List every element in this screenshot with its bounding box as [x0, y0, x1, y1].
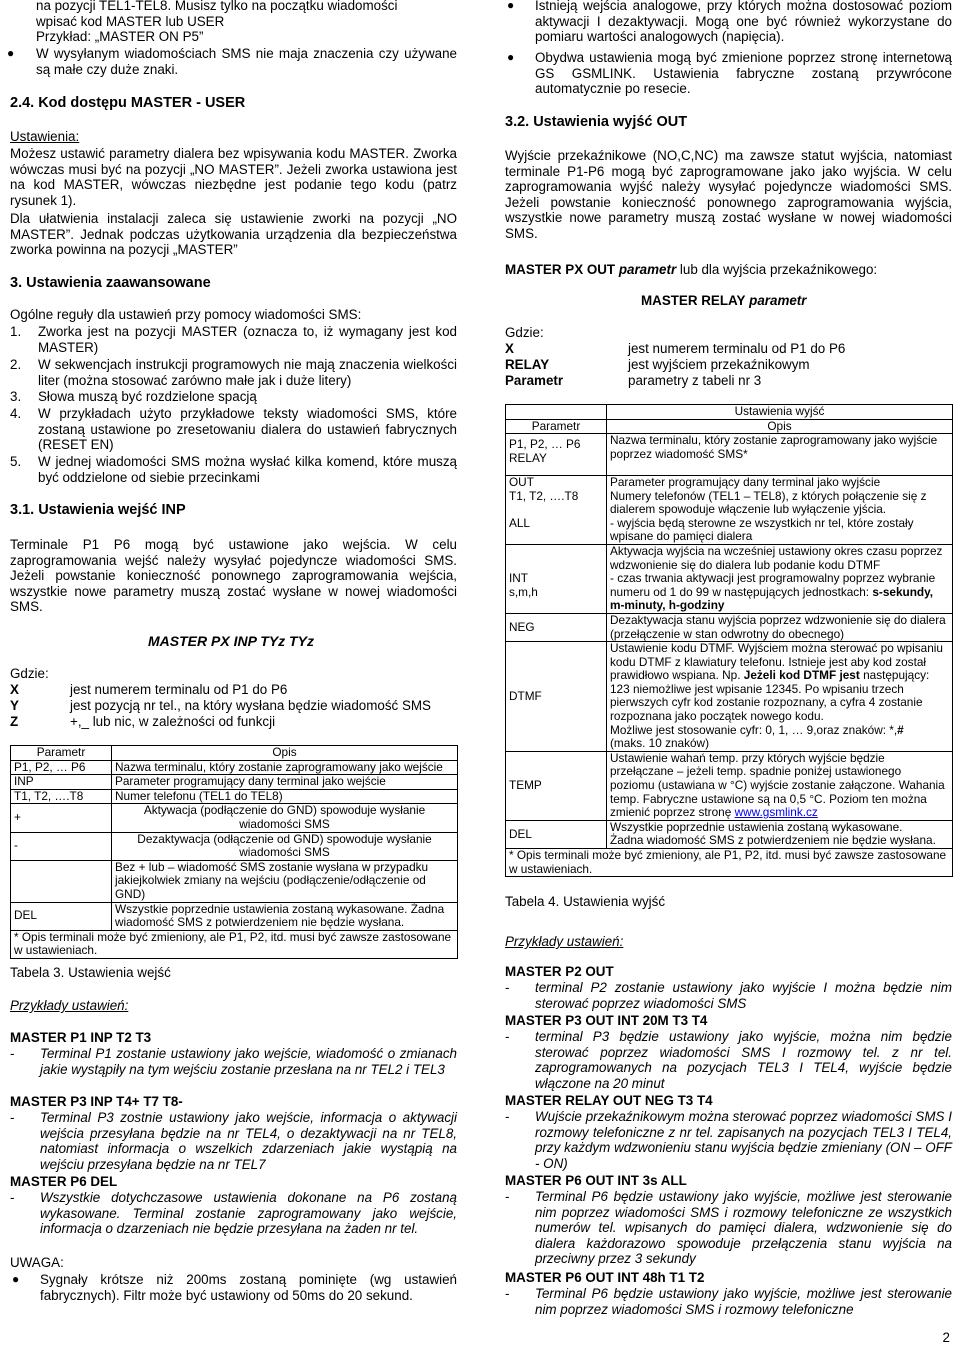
example-description: - Terminal P3 zostnie ustawiony jako wejście, informacja o aktywacji wejścia przesyłana będzie na nr TEL4, o dezaktywacji na nr TEL8, natomiast informacja o wszelkich zdarzeniach jakie wystąpią na wejściu przesyłana będzie na nr TEL7	[10, 1110, 457, 1172]
example-command: MASTER P3 INP T4+ T7 T8-	[10, 1094, 183, 1109]
table-header: Opis	[607, 419, 953, 434]
bullet-icon: ●	[507, 0, 515, 12]
section-heading-2-4: 2.4. Kod dostępu MASTER - USER	[10, 95, 246, 111]
command-intro: MASTER PX OUT parametr lub dla wyjścia przekaźnikowego:	[505, 262, 878, 277]
table-row: DEL Wszystkie poprzednie ustawienia zostaną wykasowane. Żadna wiadomość SMS z potwierdzeniem nie będzie wysłana.	[506, 820, 953, 848]
paragraph: Dla ułatwienia instalacji zaleca się ustawienie zworki na pozycji „NO MASTER”. Jednak podczas użytkowania urządzenia dla bezpieczeństwa zworka powinna na pozycji „MASTER”	[10, 211, 457, 257]
rules-intro: Ogólne reguły dla ustawień przy pomocy wiadomości SMS:	[10, 307, 362, 322]
definition-row: Y jest pozycją nr tel., na który wysłana będzie wiadomość SMS	[10, 698, 431, 713]
definition-row: X jest numerem terminalu od P1 do P6	[505, 341, 846, 356]
bullet-icon: ●	[12, 1272, 20, 1286]
table-header: Parametr	[11, 746, 112, 761]
bullet-icon: ●	[507, 50, 515, 64]
table-row: T1, T2, ….T8 Numer telefonu (TEL1 do TEL8)	[11, 789, 458, 804]
table-footnote: * Opis terminali może być zmieniony, ale P1, P2, itd. musi być zawsze zastosowane w ustawieniach.	[506, 849, 953, 877]
table-row: INP Parameter programujący dany terminal jako wejście	[11, 775, 458, 790]
definition-row: Z +,_ lub nic, w zależności od funkcji	[10, 714, 276, 729]
table-title: Ustawienia wyjść	[607, 405, 953, 420]
table-row: Bez + lub – wiadomość SMS zostanie wysłana w przypadku jakiejkolwiek zmiany na wejściu (podłączenie/odłączenie od GND)	[11, 860, 458, 902]
example-description: - Terminal P6 będzie ustawiony jako wyjście, możliwe jest sterowanie nim poprzez wiadomości SMS i rozmowy telefoniczne ze wszystkich numerów tel. wpisanych do pamięci dialera, wdzwonienie się do dialera każdorazowo spowoduje przełączenia stanu wyjścia na przeciwny przez 3 sekundy	[505, 1189, 952, 1266]
gsmlink-link[interactable]: www.gsmlink.cz	[734, 805, 818, 820]
command-relay: MASTER RELAY parametr	[641, 293, 807, 308]
gdzie-label: Gdzie:	[10, 666, 49, 681]
example-description: - terminal P3 będzie ustawiony jako wyjście, można nim będzie sterować poprzez wiadomości SMS I rozmowy tel. z nr tel. zaprogramowanych na pozycjach TEL3 I TEL4, wyjście będzie włączone na 20 minut	[505, 1029, 952, 1091]
section-heading-3: 3. Ustawienia zaawansowane	[10, 275, 211, 291]
outputs-table	[505, 404, 953, 877]
table-footnote: * Opis terminali może być zmieniony, ale P1, P2, itd. musi być zawsze zastosowane w ustawieniach.	[11, 930, 458, 958]
top-bullet: ● W wysyłanym wiadomościach SMS nie maja znaczenia czy używane są małe czy duże znaki.	[7, 46, 457, 77]
table-row: P1, P2, … P6 RELAY Nazwa terminalu, który zostanie zaprogramowany jako wyjście poprzez wiadomość SMS*	[506, 434, 953, 476]
examples-label: Przykłady ustawień:	[505, 934, 624, 949]
example-description: - Terminal P1 zostanie ustawiony jako wejście, wiadomość o zmianach jakie wystąpiły na tym wejściu zostanie przesłana na nr TEL2 i TEL3	[10, 1046, 457, 1077]
example-command: MASTER P6 OUT INT 3s ALL	[505, 1173, 687, 1188]
list-item: ● Istnieją wejścia analogowe, przy których można dostosować poziom aktywacji I dezaktywacji. Mogą one być również wykorzystane do pomiaru wartości analogowych (napięcia).	[507, 0, 952, 44]
example-command: MASTER P6 DEL	[10, 1174, 118, 1189]
table-row: OUT T1, T2, ….T8 ALL Parameter programujący dany terminal jako wyjście Numery telefonów (TEL1 – TEL8), z których połączenie się z dialerem spowoduje włączenie lub wyłączenie yjścia. - wyjścia będą sterowne ze wszystkich nr tel, które zostały wpisane do pamięci dialera	[506, 475, 953, 544]
table-header: Parametr	[506, 419, 607, 434]
paragraph: Możesz ustawić parametry dialera bez wpisywania kodu MASTER. Zworka wówczas musi być na pozycji „NO MASTER”. Jeżeli zworka ustawiona jest na kod MASTER, wówczas niezbędne jest podanie tego kodu (patrz rysunek 1).	[10, 146, 457, 208]
command-syntax: MASTER PX INP TYz TYz	[148, 633, 314, 649]
bullet-icon: ●	[7, 46, 15, 60]
definition-row: Parametr parametry z tabeli nr 3	[505, 373, 762, 388]
uwaga-label: UWAGA:	[10, 1255, 64, 1270]
table-row: DEL Wszystkie poprzednie ustawienia zostaną wykasowane. Żadna wiadomość SMS z potwierdzeniem nie będzie wysłana.	[11, 902, 458, 930]
table-row: INT s,m,h Aktywacja wyjścia na wcześniej ustawiony okres czasu poprzez wdzwonienie się do dialera lub podanie kodu DTMF - czas trwania aktywacji jest programowalny poprzez wybranie numeru od 1 do 99 w następujących jednostkach: s-sekundy, m-minuty, h-godziny	[506, 544, 953, 613]
table-row: TEMP Ustawienie wahań temp. przy których wyjście będzie przełączane – jeżeli temp. spadnie poniżej ustawionego poziomu (ustawiana w °C) wyjście zostanie załączone. Wahania temp. Fabryczne ustawione są na 0,5 °C. Poziom ten można zmienić poprzez stronę www.gsmlink.cz	[506, 751, 953, 820]
list-item: ● Obydwa ustawienia mogą być zmienione poprzez stronę internetową GS GSMLINK. Ustawienia fabryczne zostaną przywrócone automatycznie po resecie.	[507, 50, 952, 96]
example-description: - Terminal P6 będzie ustawiony jako wyjście, możliwe jest sterowanie nim poprzez wiadomości SMS i rozmowy telefoniczne	[505, 1286, 952, 1317]
inputs-table	[10, 745, 458, 959]
list-item: 1. Zworka jest na pozycji MASTER (oznacza to, iż wymagany jest kod MASTER)	[10, 324, 457, 355]
example-command: MASTER P1 INP T2 T3	[10, 1030, 152, 1045]
example-command: MASTER P6 OUT INT 48h T1 T2	[505, 1270, 705, 1285]
table-row: + Aktywacja (podłączenie do GND) spowoduje wysłanie wiadomości SMS	[11, 804, 458, 832]
list-item: 3. Słowa muszą być rozdzielone spacją	[10, 389, 257, 404]
example-description: - Wujście przekaźnikowym można sterować poprzez wiadomości SMS I rozmowy telefoniczne z nr tel. zapisanych na pozycjach TEL3 I TEL4, przy każdym wdzwonieniu stanu wyjścia będzie zmieniany (ON – OFF - ON)	[505, 1109, 952, 1171]
example-command: MASTER RELAY OUT NEG T3 T4	[505, 1093, 713, 1108]
gdzie-label: Gdzie:	[505, 325, 544, 340]
list-item: 2. W sekwencjach instrukcji programowych nie mają znaczenia wielkości liter (można stosować zarówno małe jak i duże litery)	[10, 357, 457, 388]
section-heading-3-1: 3.1. Ustawienia wejść INP	[10, 502, 186, 518]
definition-row: RELAY jest wyjściem przekaźnikowym	[505, 357, 810, 372]
table-caption: Tabela 4. Ustawienia wyjść	[505, 894, 666, 909]
paragraph: Terminale P1 P6 mogą być ustawione jako wejścia. W celu zaprogramowania wejść należy wysyłać pojedyncze wiadomości SMS. Jeżeli powstanie konieczność ponownego zaprogramowania wejścia, wszystkie nowe parametry muszą zostać wysłane w nowej wiadomości SMS.	[10, 537, 457, 614]
top-continuation: na pozycji TEL1-TEL8. Musisz tylko na początku wiadomości wpisać kod MASTER lub USER Przykład: „MASTER ON P5”	[36, 0, 398, 44]
page-number: 2	[942, 1330, 950, 1345]
table-row: - Dezaktywacja (odłączenie od GND) spowoduje wysłanie wiadomości SMS	[11, 832, 458, 860]
definition-row: X jest numerem terminalu od P1 do P6	[10, 682, 288, 697]
example-command: MASTER P3 OUT INT 20M T3 T4	[505, 1013, 708, 1028]
paragraph: Wyjście przekaźnikowe (NO,C,NC) ma zawsze statut wyjścia, natomiast terminale P1-P6 mogą być zaprogramowane jako jako wyjścia. W celu zaprogramowania wyjść należy wysyłać pojedyncze wiadomości SMS. Jeżeli powstanie konieczność ponownego zaprogramowania wyjścia, wszystkie nowe parametry muszą zostać wysłane w nowej wiadomości SMS.	[505, 148, 952, 241]
table-row: NEG Dezaktywacja stanu wyjścia poprzez wdzwonienie się do dialera (przełączenie w stan odwrotny do obecnego)	[506, 613, 953, 641]
table-caption: Tabela 3. Ustawienia wejść	[10, 965, 171, 980]
examples-label: Przykłady ustawień:	[10, 998, 129, 1013]
section-heading-3-2: 3.2. Ustawienia wyjść OUT	[505, 114, 688, 130]
example-description: - Wszystkie dotychczasowe ustawienia dokonane na P6 zostaną wykasowane. Terminal zostanie zaprogramowany jako wejście, informacja o dzarzeniach nie będzie przesyłana na żaden nr tel.	[10, 1190, 457, 1236]
list-item: 4. W przykładach użyto przykładowe teksty wiadomości SMS, które zostaną ustawione po zresetowaniu dialera do ustawień fabrycznych (RESET EN)	[10, 406, 457, 452]
table-header: Opis	[112, 746, 458, 761]
settings-label: Ustawienia:	[10, 129, 80, 144]
list-item: 5. W jednej wiadomości SMS można wysłać kilka komend, które muszą być oddzielone od siebie przecinkami	[10, 454, 457, 485]
table-row: P1, P2, … P6 Nazwa terminalu, który zostanie zaprogramowany jako wejście	[11, 760, 458, 775]
example-description: - terminal P2 zostanie ustawiony jako wyjście I można będzie nim sterować poprzez wiadomości SMS	[505, 980, 952, 1011]
example-command: MASTER P2 OUT	[505, 964, 614, 979]
table-row: DTMF Ustawienie kodu DTMF. Wyjściem można sterować po wpisaniu kodu DTMF z klawiatury telefonu. Istnieje jest aby kod został prawidłowo wspiana. Np. Jeżeli kod DTMF jest następujący: 123 niemożliwe jest wpisanie 12345. Po wpisaniu trzech pierwszych cyfr kod zostanie rozpoznany, a cyfra 4 zostanie rozpoznana jako początek nowego kodu. Możliwe jest stosowanie cyfr: 0, 1, … 9,oraz znaków: *,# (maks. 10 znaków)	[506, 642, 953, 752]
uwaga-bullet: ● Sygnały krótsze niż 200ms zostaną pominięte (wg ustawień fabrycznych). Filtr może być ustawiony od 50ms do 20 sekund.	[12, 1272, 457, 1303]
